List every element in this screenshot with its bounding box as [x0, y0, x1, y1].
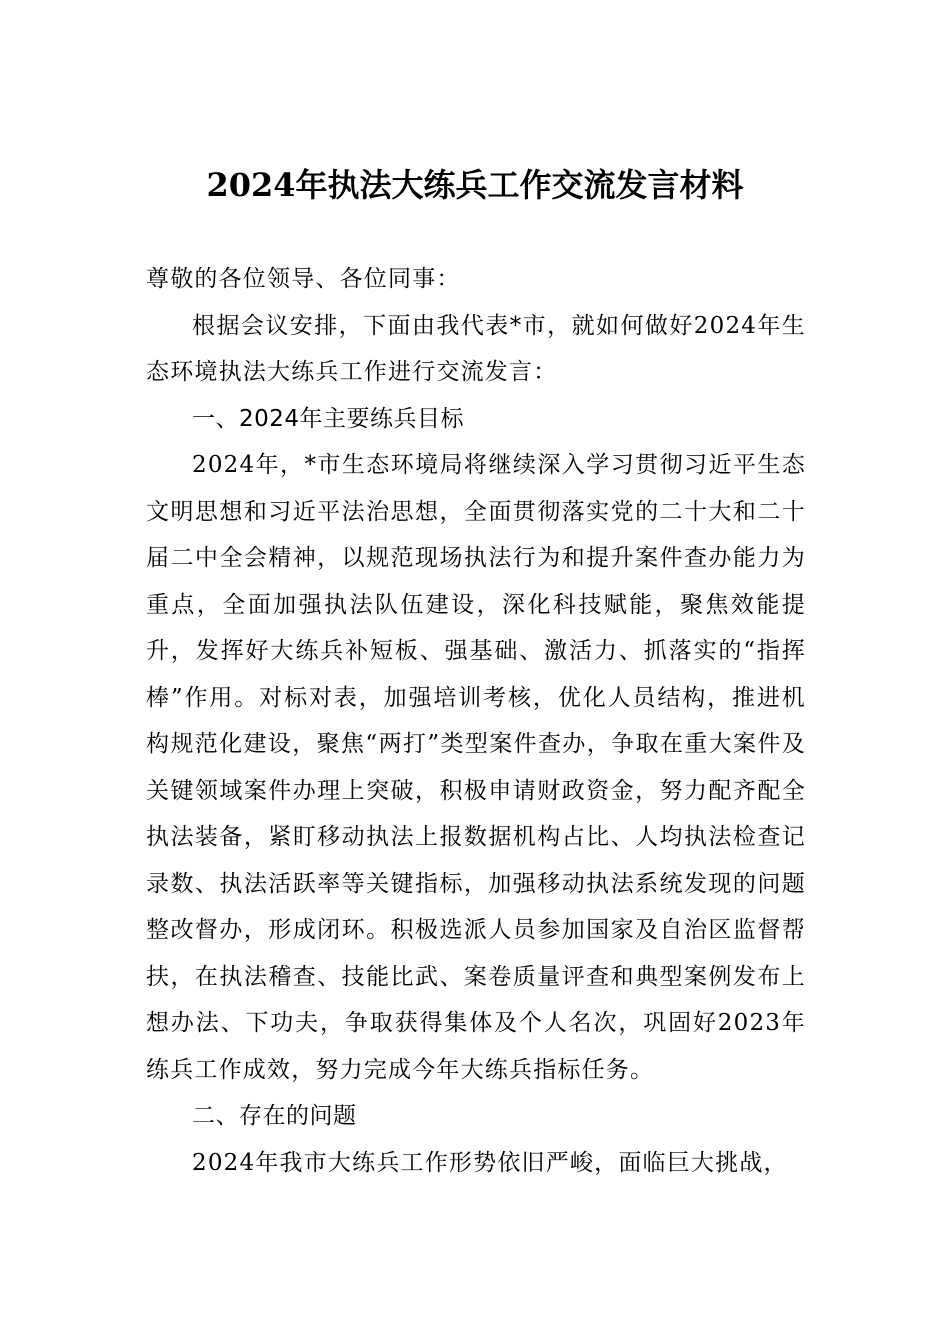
section-heading-2: 二、存在的问题 [192, 1103, 357, 1129]
document-body [146, 256, 806, 1186]
salutation: 尊敬的各位领导、各位同事： [146, 266, 461, 292]
section-2-paragraph: 2024年我市大练兵工作形势依旧严峻，面临巨大挑战， [192, 1149, 788, 1176]
section-1-paragraph: 2024年，*市生态环境局将继续深入学习贯彻习近平生态文明思想和习近平法治思想，全面贯彻落实党的二十大和二十届二中全会精神，以规范现场执法行为和提升案件查办能力为重点，全面加强执法队伍建设，深化科技赋能，聚焦效能提升，发挥好大练兵补短板、强基础、激活力、抓落实的“指挥棒”作用。对标对表，加强培训考核，优化人员结构，推进机构规范化建设，聚焦“两打”类型案件查办，争取在重大案件及关键领域案件办理上突破，积极申请财政资金，努力配齐配全执法装备，紧盯移动执法上报数据机构占比、人均执法检查记录数、执法活跃率等关键指标，加强移动执法系统发现的问题整改督办，形成闭环。积极选派人员参加国家及自治区监督帮扶，在执法稽查、技能比武、案卷质量评查和典型案例发布上想办法、下功夫，争取获得集体及个人名次，巩固好2023年练兵工作成效，努力完成今年大练兵指标任务。 [146, 452, 806, 1083]
document-title: 2024年执法大练兵工作交流发言材料 [206, 166, 744, 204]
intro-paragraph: 根据会议安排，下面由我代表*市，就如何做好2024年生态环境执法大练兵工作进行交流发言： [146, 312, 806, 385]
section-heading-1: 一、2024年主要练兵目标 [192, 405, 465, 432]
